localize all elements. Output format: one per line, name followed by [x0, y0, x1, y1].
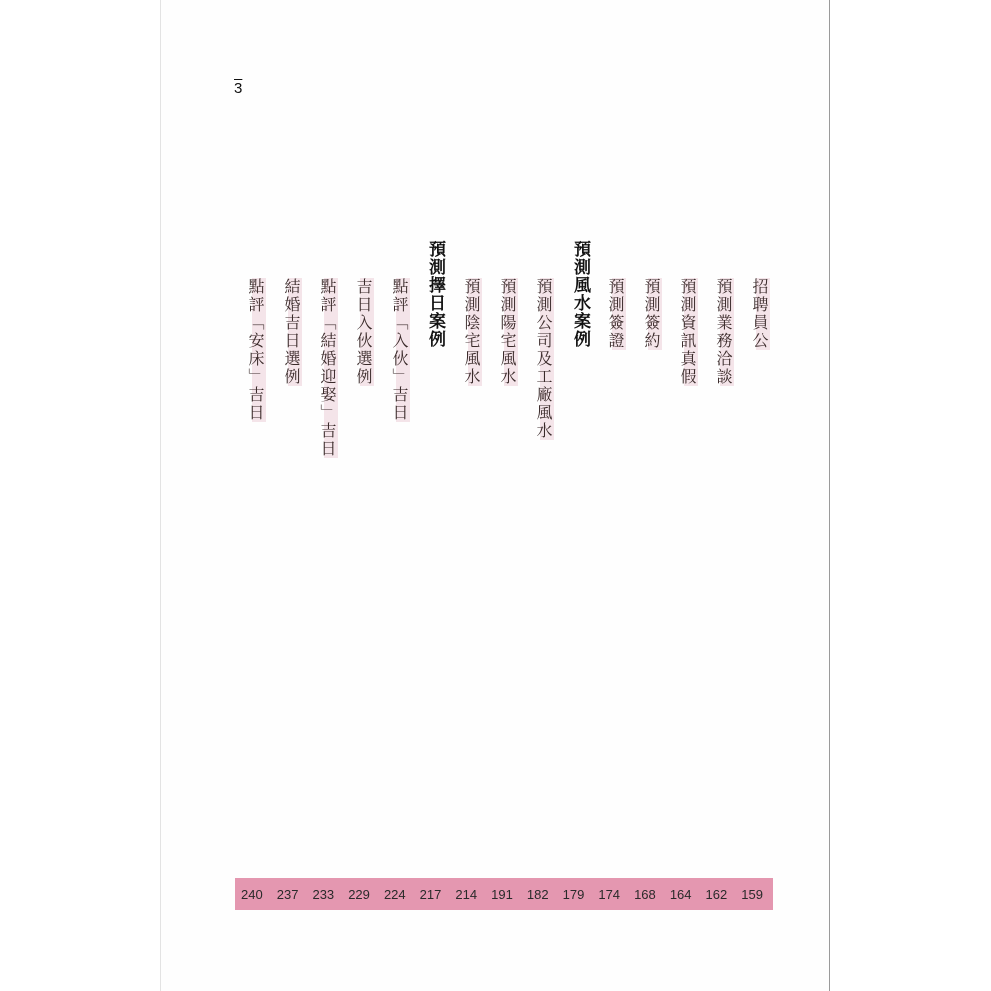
toc-page-number: 217	[419, 886, 442, 902]
toc-page-number: 214	[455, 886, 478, 902]
toc-entry: 點評「安床」吉日	[246, 278, 265, 422]
toc-page-number: 233	[312, 886, 335, 902]
toc-page-number: 164	[669, 886, 692, 902]
toc-entry: 結婚吉日選例	[282, 278, 301, 386]
toc-entry: 預測陽宅風水	[498, 278, 517, 386]
toc-entry: 招聘員公	[750, 278, 769, 350]
toc-page-number: 182	[526, 886, 549, 902]
toc-entry: 預測簽證	[606, 278, 625, 350]
toc-entry: 點評「入伙」吉日	[390, 278, 409, 422]
toc-page-number: 159	[741, 886, 763, 902]
toc-page-number: 237	[276, 886, 299, 902]
section-heading: 預測風水案例	[570, 240, 590, 348]
toc-page-number: 240	[241, 886, 263, 902]
toc-entry: 點評「結婚迎娶」吉日	[318, 278, 337, 458]
page-number: 3	[234, 80, 243, 97]
toc-page-number: 174	[598, 886, 621, 902]
toc-entry: 預測簽約	[642, 278, 661, 350]
book-page	[160, 0, 830, 991]
toc-entry: 預測公司及工廠風水	[534, 278, 553, 440]
page-numbers-bar	[235, 878, 773, 910]
toc-entry: 預測陰宅風水	[462, 278, 481, 386]
toc-page-number: 179	[562, 886, 585, 902]
section-heading: 預測擇日案例	[425, 240, 445, 348]
toc-entry: 預測資訊真假	[678, 278, 697, 386]
toc-page-number: 162	[705, 886, 728, 902]
toc-page-number: 168	[634, 886, 656, 902]
toc-entry: 預測業務洽談	[714, 278, 733, 386]
toc-page-number: 224	[383, 886, 406, 902]
toc-page-number: 191	[491, 886, 513, 902]
toc-entry: 吉日入伙選例	[354, 278, 373, 386]
toc-page-number: 229	[348, 886, 370, 902]
